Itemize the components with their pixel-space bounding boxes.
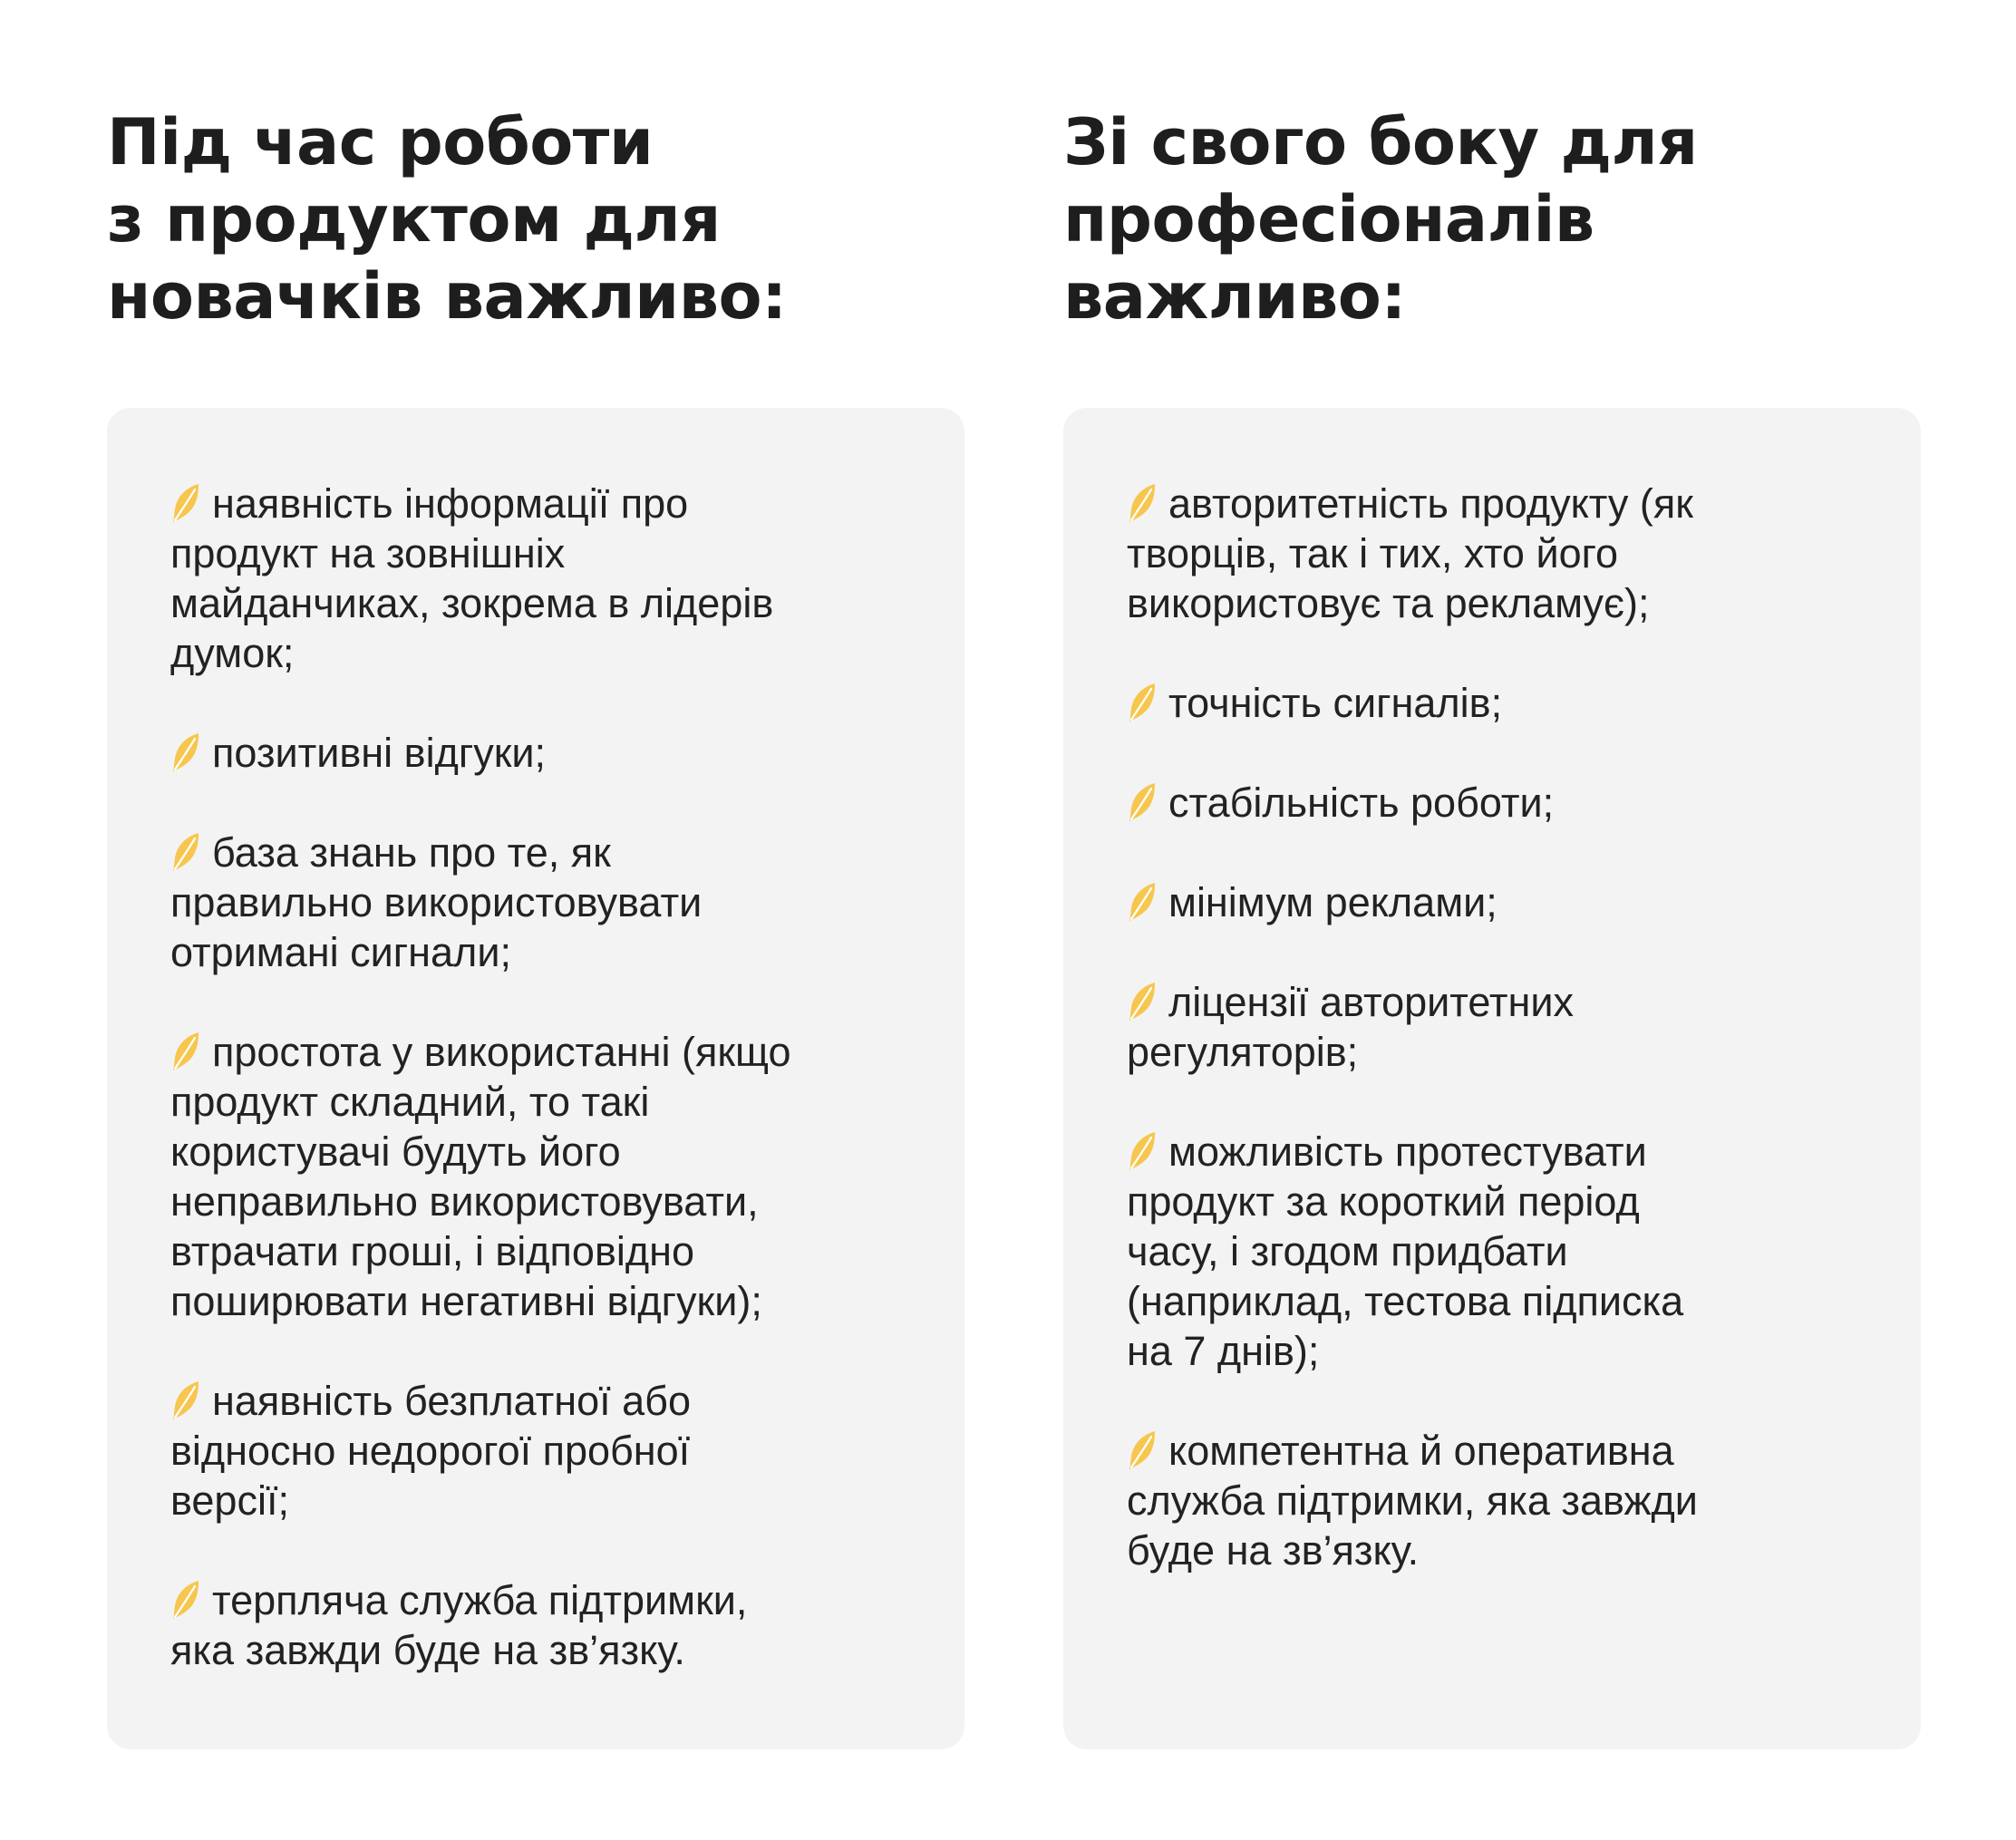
- list-item-text: буде на зв’язку.: [1127, 1527, 1420, 1574]
- list-item-text: на 7 днів);: [1127, 1328, 1320, 1374]
- leaf-icon: [1127, 683, 1158, 722]
- list-item-text: простота у використанні (якщо: [212, 1029, 791, 1075]
- list-item-text: використовує та рекламує);: [1127, 580, 1650, 626]
- leaf-icon: [170, 1580, 201, 1620]
- list-item-text: авторитетність продукту (як: [1168, 480, 1693, 527]
- leaf-icon: [170, 1380, 201, 1420]
- heading-line: важливо:: [1063, 259, 1406, 334]
- left-heading: [107, 104, 964, 335]
- list-item: [170, 728, 910, 778]
- list-item-text: продукт за короткий період: [1127, 1178, 1640, 1225]
- list-item-text: наявність безплатної або: [212, 1378, 691, 1424]
- list-item-text: ліцензії авторитетних: [1168, 979, 1575, 1025]
- list-item-text: майданчиках, зокрема в лідерів: [170, 580, 774, 626]
- list-item-text: втрачати гроші, і відповідно: [170, 1228, 694, 1274]
- leaf-icon: [170, 1031, 201, 1071]
- list-item-text: точність сигналів;: [1168, 680, 1503, 726]
- list-item-text: терпляча служба підтримки,: [212, 1577, 748, 1623]
- leaf-icon: [1127, 882, 1158, 922]
- list-item-text: база знань про те, як: [212, 829, 611, 876]
- list-item-text: наявність інформації про: [212, 480, 689, 527]
- leaf-icon: [170, 483, 201, 523]
- list-item-text: продукт на зовнішніх: [170, 530, 566, 576]
- list-item-text: поширювати негативні відгуки);: [170, 1278, 762, 1324]
- heading-line: професіоналів: [1063, 182, 1594, 257]
- list-item: [170, 1575, 910, 1675]
- list-item: [1127, 678, 1866, 728]
- list-item-text: продукт складний, то такі: [170, 1079, 650, 1125]
- right-heading: [1063, 104, 1921, 335]
- heading-line: новачків важливо:: [107, 259, 787, 334]
- list-item-text: творців, так і тих, хто його: [1127, 530, 1619, 576]
- list-item-text: регуляторів;: [1127, 1029, 1359, 1075]
- heading-line: Зі свого боку для: [1063, 105, 1698, 179]
- list-item-text: версії;: [170, 1477, 289, 1524]
- list-item-text: позитивні відгуки;: [212, 730, 547, 776]
- list-item-text: мінімум реклами;: [1168, 879, 1497, 925]
- list-item-text: компетентна й оперативна: [1168, 1428, 1674, 1474]
- leaf-icon: [1127, 483, 1158, 523]
- heading-line: Під час роботи: [107, 105, 654, 179]
- leaf-icon: [170, 732, 201, 772]
- left-list-card: [107, 408, 964, 1749]
- list-item-text: отримані сигнали;: [170, 929, 511, 975]
- list-item-text: (наприклад, тестова підписка: [1127, 1278, 1684, 1324]
- list-item-text: неправильно використовувати,: [170, 1178, 759, 1225]
- list-item-text: служба підтримки, яка завжди: [1127, 1477, 1698, 1524]
- list-item-text: користувачі будуть його: [170, 1128, 621, 1175]
- leaf-icon: [1127, 1131, 1158, 1171]
- list-item: [1127, 778, 1866, 828]
- list-item-text: правильно використовувати: [170, 879, 703, 925]
- list-item: [1127, 1127, 1866, 1376]
- list-item-text: можливість протестувати: [1168, 1128, 1647, 1175]
- list-item-text: часу, і згодом придбати: [1127, 1228, 1568, 1274]
- list-item: [170, 1376, 910, 1525]
- list-item: [170, 1027, 910, 1326]
- list-item-text: яка завжди буде на зв’язку.: [170, 1627, 685, 1673]
- list-item: [1127, 479, 1866, 628]
- leaf-icon: [1127, 1430, 1158, 1470]
- list-item: [1127, 877, 1866, 927]
- leaf-icon: [170, 832, 201, 872]
- right-list-card: [1063, 408, 1921, 1749]
- leaf-icon: [1127, 782, 1158, 822]
- list-item: [170, 479, 910, 678]
- list-item-text: думок;: [170, 630, 295, 676]
- list-item-text: стабільність роботи;: [1168, 780, 1555, 826]
- list-item: [1127, 977, 1866, 1077]
- list-item-text: відносно недорогої пробної: [170, 1428, 691, 1474]
- leaf-icon: [1127, 982, 1158, 1022]
- list-item: [170, 828, 910, 977]
- heading-line: з продуктом для: [107, 182, 721, 257]
- list-item: [1127, 1426, 1866, 1575]
